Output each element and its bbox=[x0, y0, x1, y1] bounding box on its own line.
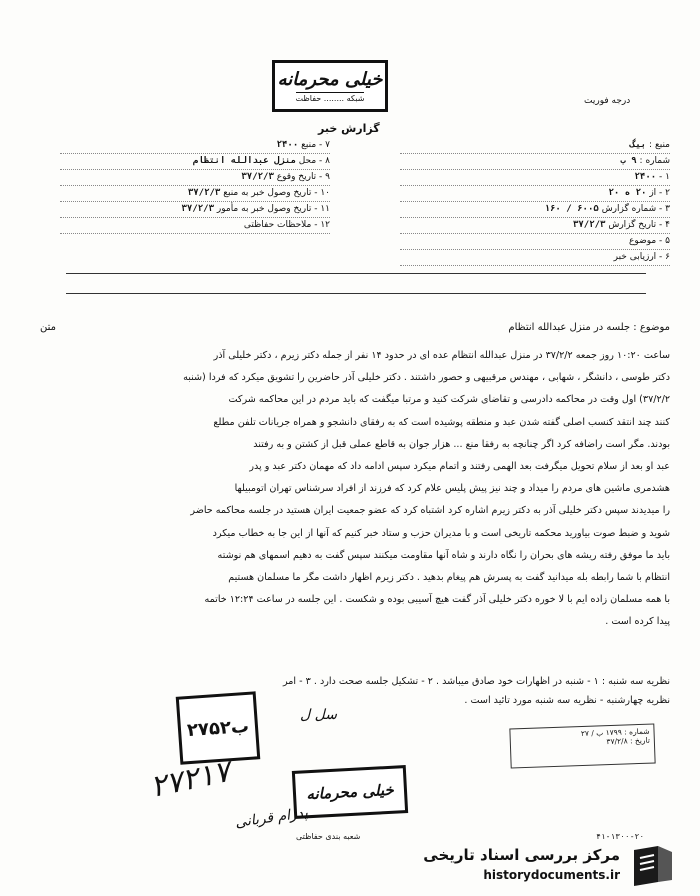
handwritten-number: ۲۷۲۱۷ bbox=[147, 754, 234, 805]
body-line: انتظام با شما رابطه بله میدانید گفت به پسرش هم پیغام بدهید . دکتر زیرم اظهار داشت مگر ما مسلمان هستیم bbox=[228, 572, 670, 584]
field-row: ۳ - شماره گزارش ۶۰۰۵ / ۱۶۰ bbox=[400, 202, 670, 218]
body-line: باید ما موفق رفته ریشه های بحران را نگاه دارند و شاه آنها مقاومت میکنند سپس گفت به دهیم اسمهای هم نوشته bbox=[217, 549, 670, 561]
subject-line: موضوع : جلسه در منزل عبدالله انتظام bbox=[508, 322, 670, 333]
classification-stamp-bottom: خیلی محرمانه bbox=[292, 765, 408, 819]
field-row: منبع : بیگ bbox=[400, 138, 670, 154]
signature: سل ل bbox=[300, 707, 337, 723]
body-line: کنند چند انتقد کنسب اصلی گفته شدن عبد و منطقه پوشیده است که به رفقای دانشجو و همراه جریانات تلفن مطلع bbox=[213, 416, 670, 428]
fields-left bbox=[60, 138, 330, 234]
stamp-top-subtext: شبکه ........ حفاظت bbox=[295, 94, 365, 103]
field-row: ۹ - تاریخ وقوع ۳۷/۲/۳ bbox=[60, 170, 330, 186]
body-line: عبد او بعد از سلام تحویل میگرفت بعد الهمی رفتند و اتمام میکرد سپس ادامه داد که مهمان دکتر عبد و پدر bbox=[249, 461, 670, 473]
footer-label: شعبه بندی حفاظتی bbox=[296, 832, 361, 841]
document-number: ۴۱-۱۳۰۰-۲۰ bbox=[596, 832, 645, 841]
subject-label: موضوع bbox=[639, 322, 670, 333]
fields-right bbox=[400, 138, 670, 266]
bottom-scrawl: پدرام قربانی bbox=[234, 804, 309, 832]
body-line: ۳۷/۲/۲) اول وقت در محاکمه دادرسی و تقاضای شرکت کنید و مرتبا میگفت که باید مردم در این محاکمه شرکت bbox=[228, 394, 670, 406]
field-row: ۱ - ۲۴۰۰ bbox=[400, 170, 670, 186]
divider bbox=[66, 273, 646, 274]
field-row: ۷ - منبع ۲۴۰۰ bbox=[60, 138, 330, 154]
field-row: ۱۱ - تاریخ وصول خبر به مأمور ۳۷/۲/۳ bbox=[60, 202, 330, 218]
body-line: هشدمری ماشین های مردم را میداد و چند نیز پیش پلیس علام کرد که فرزند از افراد سرشناس تهران اتومبیلها bbox=[234, 483, 670, 495]
registry-box bbox=[509, 723, 655, 768]
field-row: ۵ - موضوع bbox=[400, 234, 670, 250]
registry-stamp-square: ۲۷۵۲ب bbox=[176, 691, 261, 764]
opinion-section bbox=[60, 672, 670, 710]
body-line: ساعت ۱۰:۲۰ روز جمعه ۳۷/۲/۲ در منزل عبدالله انتظام عده ای در حدود ۱۴ نفر از جمله دکتر زیرم ، دکتر خلیلی آذر bbox=[213, 350, 670, 361]
field-row: شماره : ۹ ب bbox=[400, 154, 670, 170]
field-row: ۴ - تاریخ گزارش ۳۷/۲/۳ bbox=[400, 218, 670, 234]
subject-text: جلسه در منزل عبدالله انتظام bbox=[508, 322, 631, 333]
body-line: دکتر طوسی ، دانشگر ، شهابی ، مهندس مرقبیهی و حصور داشتند . دکتر خلیلی آذر حاضرین را تشویق میکرد که فردا (شنبه bbox=[183, 372, 670, 384]
registry-number: شماره : ۱۷۹۹ ب / ۲۷ bbox=[580, 726, 650, 739]
opinion-line: نظریه سه شنبه : ۱ - شنبه در اظهارات خود صادق میباشد . ۲ - تشکیل جلسه صحت دارد . ۳ - امر bbox=[282, 676, 670, 687]
subject-side-note: متن bbox=[40, 322, 56, 333]
opinion-line: نظریه چهارشنبه - نظریه سه شنبه مورد تائید است . bbox=[464, 695, 670, 706]
stamp-top-text: خیلی محرمانه bbox=[277, 69, 383, 90]
field-row: ۱۰ - تاریخ وصول خبر به منبع ۳۷/۲/۳ bbox=[60, 186, 330, 202]
priority-label: درجه فوریت bbox=[584, 96, 631, 106]
field-row: ۶ - ارزیابی خبر bbox=[400, 250, 670, 266]
divider bbox=[66, 293, 646, 294]
body-line: بودند. مگر است راضافه کرد اگر چنانچه به رفقا منع ... هزار جوان به قاطع عملی قبل از کشتن و به رفتند bbox=[253, 438, 670, 450]
body-line: را میدیدند سپس دکتر خلیلی آذر به دکتر زیرم اشاره کرد اشتباه کرد که عضو جمعیت ایران هستید در جلسه محاکمه حاضر bbox=[190, 505, 670, 517]
watermark-title: مرکز بررسی اسناد تاریخی bbox=[423, 846, 620, 864]
classification-stamp-top bbox=[272, 60, 388, 112]
body-line: با همه مسلمان زاده ایم با لا خوره دکتر خلیلی آذر گفت هیچ آسیبی بوده و شکست . این جلسه در ساعت ۱۲:۲۴ خاتمه bbox=[204, 594, 670, 606]
field-row: ۸ - محل منزل عبدالله انتظام bbox=[60, 154, 330, 170]
report-body bbox=[36, 345, 670, 634]
body-line: پیدا کرده است . bbox=[605, 616, 670, 628]
watermark-url: historydocuments.ir bbox=[483, 868, 620, 882]
archive-logo-icon bbox=[628, 842, 676, 888]
subject-row bbox=[40, 322, 670, 333]
report-title: گزارش خبر bbox=[318, 122, 380, 135]
field-row: ۲ - از ۲۰ ه ۲۰ bbox=[400, 186, 670, 202]
body-line: شوید و ضبط صوت بیاورید محکمه تاریخی است و با مدیران حزب و ستاد خبر کنیم که آنها از این جا به خطاب میکرد bbox=[212, 527, 670, 539]
field-row: ۱۲ - ملاحظات حفاظتی bbox=[60, 218, 330, 234]
registry-date: تاریخ : ۳۷/۲/۸ bbox=[606, 735, 650, 747]
